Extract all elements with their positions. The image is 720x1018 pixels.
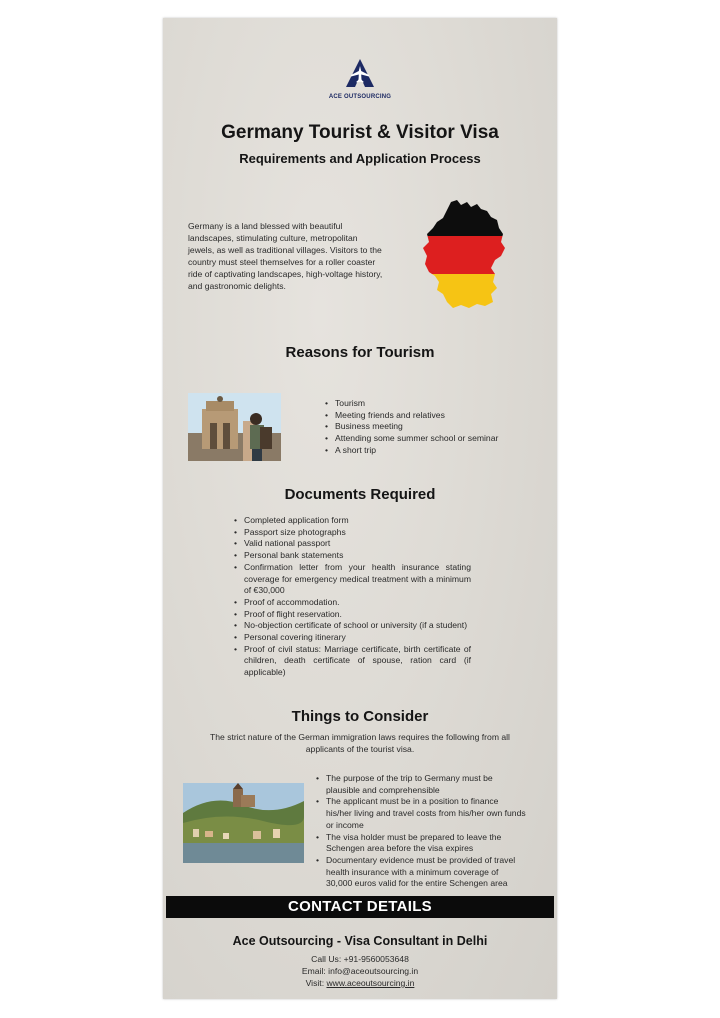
intro-line: Germany is a land blessed with beautiful [188, 221, 343, 231]
list-item: • Valid national passport [234, 538, 471, 550]
list-item: • Completed application form [234, 515, 471, 527]
river-castle-image [183, 783, 304, 863]
airplane-logo-icon [343, 58, 377, 88]
tourist-gate-image [188, 393, 281, 461]
brand-logo [163, 58, 557, 100]
intro-line: jewels, as well as traditional villages. Visitors to the [188, 245, 382, 255]
page-subtitle: Requirements and Application Process [239, 151, 481, 166]
phone-label: Call Us: [311, 954, 342, 964]
email-address[interactable]: info@aceoutsourcing.in [328, 966, 419, 976]
tourist-photo [188, 393, 281, 461]
list-item: • Personal covering itinerary [234, 632, 471, 644]
intro-line: country must steel themselves for a roller coaster [188, 257, 376, 267]
website-link[interactable]: www.aceoutsourcing.in [326, 978, 415, 988]
list-item: • Personal bank statements [234, 550, 471, 562]
list-item: • Tourism [325, 398, 535, 410]
documents-heading: Documents Required [284, 486, 436, 503]
list-item: • Confirmation letter from your health insurance stating coverage for emergency medical treatment with a minimum of €30,000 [234, 562, 471, 597]
contact-phone [163, 954, 557, 964]
reasons-list [325, 398, 535, 457]
documents-list [234, 515, 471, 679]
list-item: • Proof of civil status: Marriage certificate, birth certificate of children, death certificate of spouse, ration card (if applicable) [234, 644, 471, 679]
brand-name: ACE OUTSOURCING [328, 94, 392, 100]
list-item: • The visa holder must be prepared to leave the Schengen area before the visa expires [316, 832, 526, 855]
contact-details-banner: CONTACT DETAILS [166, 896, 554, 918]
phone-number[interactable]: +91-9560053648 [343, 954, 409, 964]
intro-line: landscapes, stimulating culture, metropolitan [188, 233, 358, 243]
list-item: • Proof of accommodation. [234, 597, 471, 609]
reasons-heading: Reasons for Tourism [285, 344, 435, 361]
list-item: • Meeting friends and relatives [325, 410, 535, 422]
list-item: • Proof of flight reservation. [234, 609, 471, 621]
intro-paragraph [188, 220, 398, 292]
list-item: • No-objection certificate of school or university (if a student) [234, 620, 471, 632]
list-item: • The applicant must be in a position to finance his/her living and travel costs from his/her own funds or income [316, 796, 526, 831]
contact-website [163, 978, 557, 988]
germany-map-icon [421, 198, 511, 313]
castle-photo [183, 783, 304, 863]
list-item: • Business meeting [325, 421, 535, 433]
intro-line: ride of captivating landscapes, high-voltage history, [188, 269, 383, 279]
infographic-sheet [163, 18, 557, 999]
germany-flag-map [421, 198, 511, 318]
email-label: Email: [301, 966, 326, 976]
website-label: Visit: [305, 978, 325, 988]
consider-list [316, 773, 526, 890]
contact-email [163, 966, 557, 976]
list-item: • The purpose of the trip to Germany must be plausible and comprehensible [316, 773, 526, 796]
consider-intro: The strict nature of the German immigration laws requires the following from all applicants of the tourist visa. [210, 732, 510, 754]
list-item: • Attending some summer school or seminar [325, 433, 535, 445]
list-item: • A short trip [325, 445, 535, 457]
list-item: • Documentary evidence must be provided of travel health insurance with a minimum coverage of 30,000 euros valid for the entire Schengen area [316, 855, 526, 890]
list-item: • Passport size photographs [234, 527, 471, 539]
page-title: Germany Tourist & Visitor Visa [221, 122, 499, 143]
intro-line: and gastronomic delights. [188, 281, 286, 291]
company-name: Ace Outsourcing - Visa Consultant in Delhi [232, 934, 488, 948]
consider-heading: Things to Consider [291, 708, 429, 725]
